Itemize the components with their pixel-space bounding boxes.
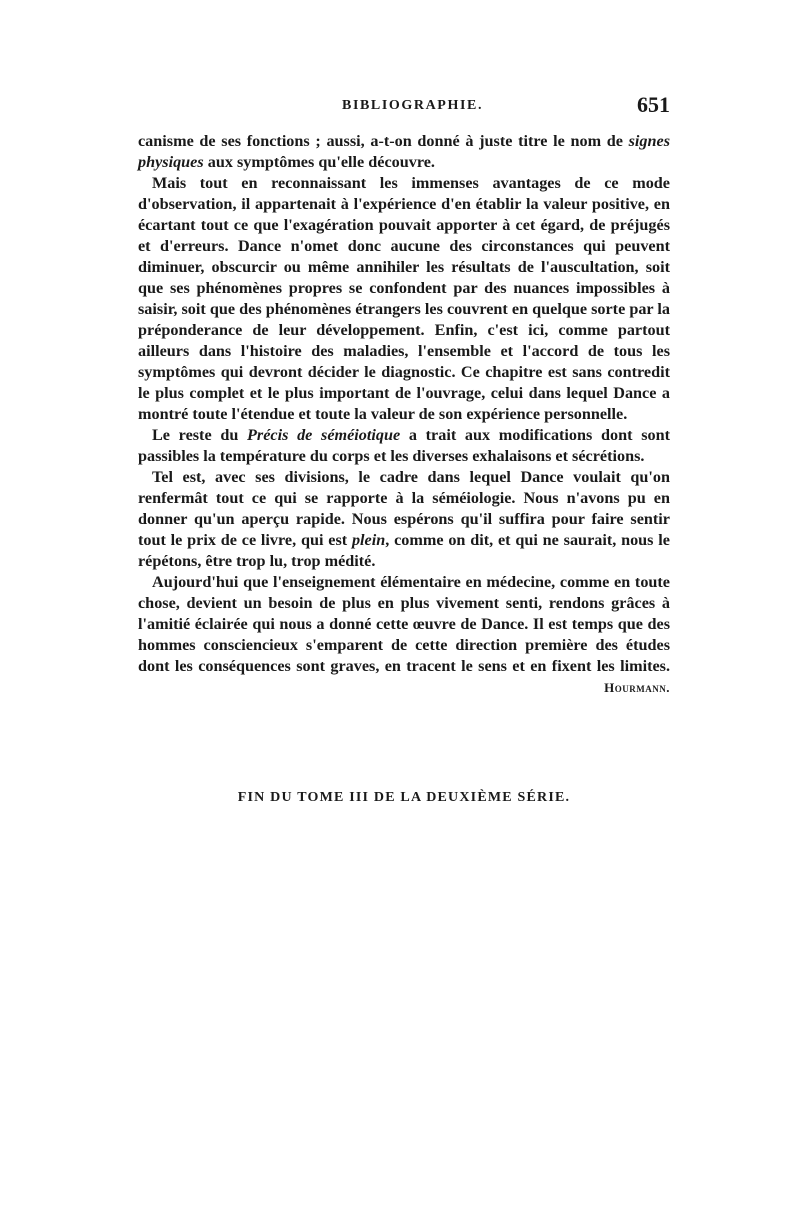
paragraph-1-italic: signes physiques <box>138 132 670 171</box>
body-text <box>138 131 670 698</box>
paragraph-3-text-b: a trait aux modifications dont sont passibles la température du corps et les diverses exhalaisons et sécrétions. <box>138 426 670 465</box>
running-title: BIBLIOGRAPHIE. <box>342 98 484 113</box>
paragraph-3-text-a: Le reste du <box>152 426 248 444</box>
paragraph-5 <box>138 572 670 695</box>
paragraph-4 <box>138 467 670 572</box>
paragraph-5-text: Aujourd'hui que l'enseignement élémentaire en médecine, comme en toute chose, devient un besoin de plus en plus vivement senti, rendons grâces à l'amitié éclairée qui nous a donné cette œuvre de Dance. Il est temps que des hommes consciencieux s'emparent de cette direction première des études dont les conséquences sont graves, en tracent le sens et en fixent les limites. <box>138 573 670 675</box>
paragraph-1 <box>138 131 670 173</box>
paragraph-2: Mais tout en reconnaissant les immenses avantages de ce mode d'observation, il appartenait à l'expérience d'en établir la valeur positive, en écartant tout ce que l'exagération pouvait apporter à cet égard, de préjugés et d'erreurs. Dance n'omet donc aucune des circonstances qui peuvent diminuer, obscurcir ou même annihiler les résultats de l'auscultation, soit que ses phénomènes propres se confondent par des nuances impossibles à saisir, soit que des phénomènes étrangers les couvrent en quelque sorte par la préponderance de leur développement. Enfin, c'est ici, comme partout ailleurs dans l'histoire des maladies, l'ensemble et l'accord de tous les symptômes qui devront décider le diagnostic. Ce chapitre est sans contredit le plus complet et le plus important de l'ouvrage, celui dans lequel Dance a montré toute l'étendue et toute la valeur de son expérience personnelle. <box>138 174 670 423</box>
page-number: 651 <box>637 92 670 117</box>
paragraph-1-text-b: aux symptômes qu'elle découvre. <box>203 153 435 171</box>
paragraph-3-italic: Précis de séméiotique <box>247 426 401 444</box>
paragraph-1-text-a: canisme de ses fonctions ; aussi, a-t-on donné à juste titre le nom de <box>138 132 629 150</box>
paragraph-4-text-b: , comme on dit, et qui ne saurait, nous le répétons, être trop lu, trop médité. <box>138 531 670 570</box>
running-head <box>138 92 670 120</box>
paragraph-3 <box>138 425 670 467</box>
paragraph-4-italic: plein <box>351 531 386 549</box>
paragraph-4-text-a: Tel est, avec ses divisions, le cadre dans lequel Dance voulait qu'on renfermât tout ce qui se rapporte à la séméiologie. Nous n'avons pu en donner qu'un aperçu rapide. Nous espérons qu'il suffira pour faire sentir tout le prix de ce livre, qui est <box>138 468 670 549</box>
colophon: FIN DU TOME III DE LA DEUXIÈME SÉRIE. <box>237 790 571 805</box>
author-signature: Hourmann. <box>604 680 670 695</box>
